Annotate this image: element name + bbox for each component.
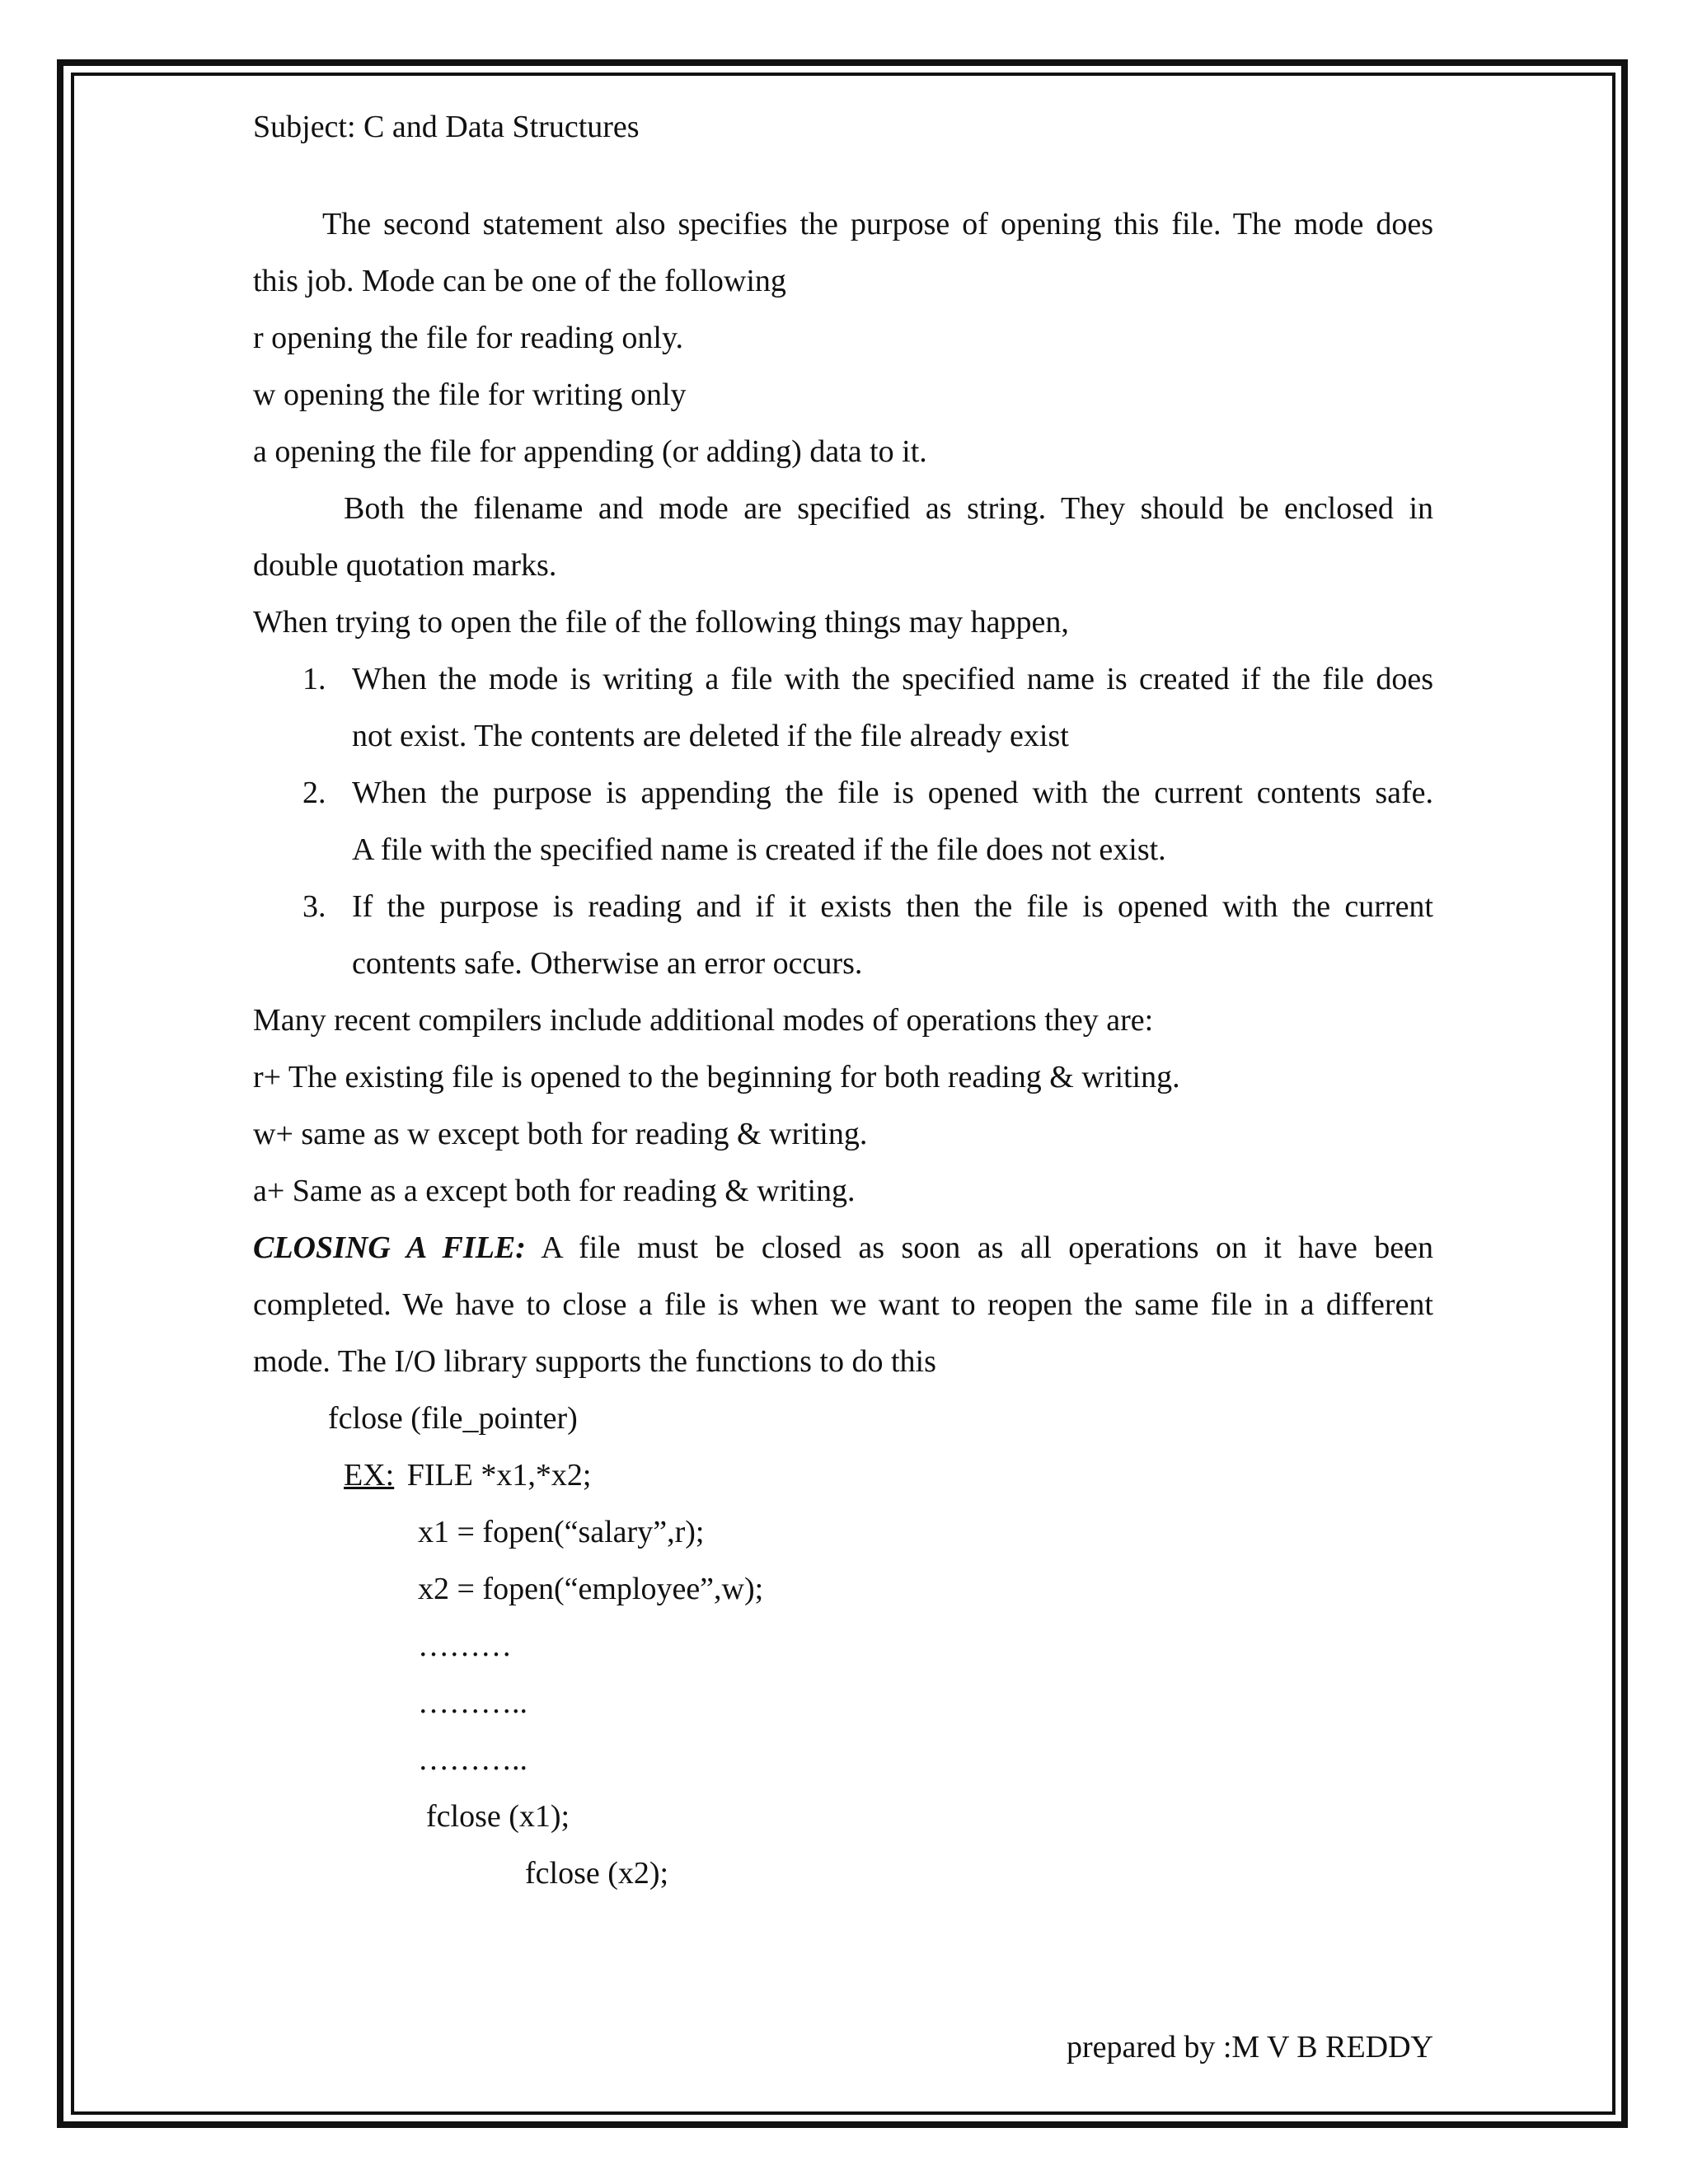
paragraph-open-happens: When trying to open the file of the following things may happen, xyxy=(253,605,1069,640)
paragraph-filename-line-2: double quotation marks. xyxy=(253,548,557,583)
list-item-number: 3. xyxy=(302,889,326,924)
closing-paragraph-line-3: mode. The I/O library supports the functions to do this xyxy=(253,1344,936,1379)
code-ellipsis: ……….. xyxy=(418,1742,528,1777)
prepared-by-footer: prepared by :M V B REDDY xyxy=(1066,2030,1433,2064)
code-example-line-1 xyxy=(344,1447,592,1504)
code-syntax-line: fclose (file_pointer) xyxy=(328,1401,578,1436)
list-item-number: 2. xyxy=(302,776,326,810)
list-item-number: 1. xyxy=(302,662,326,696)
paragraph-additional-modes: Many recent compilers include additional modes of operations they are: xyxy=(253,1003,1154,1038)
subject-header: Subject: C and Data Structures xyxy=(253,110,640,144)
mode-w-text: w opening the file for writing only xyxy=(253,377,687,412)
code-line: x2 = fopen(“employee”,w); xyxy=(418,1572,764,1606)
closing-paragraph-line-1 xyxy=(253,1220,1433,1277)
mode-wplus-text: w+ same as w except both for reading & writing. xyxy=(253,1117,868,1151)
code-ellipsis: ……….. xyxy=(418,1685,528,1720)
closing-heading: CLOSING A FILE: xyxy=(253,1230,526,1265)
paragraph-mode-intro-line-1: The second statement also specifies the purpose of opening this file. The mode does xyxy=(322,207,1433,241)
code-text: FILE *x1,*x2; xyxy=(406,1458,592,1493)
mode-rplus-text: r+ The existing file is opened to the beginning for both reading & writing. xyxy=(253,1060,1180,1094)
closing-line-1-text: A file must be closed as soon as all operations on it have been xyxy=(541,1230,1433,1265)
list-item-text-line-2: contents safe. Otherwise an error occurs. xyxy=(352,946,863,981)
code-line: fclose (x1); xyxy=(426,1799,570,1834)
list-item-text-line-1: When the purpose is appending the file is opened with the current contents safe. xyxy=(352,776,1433,810)
mode-r-text: r opening the file for reading only. xyxy=(253,321,683,355)
list-item-text-line-1: When the mode is writing a file with the specified name is created if the file does xyxy=(352,662,1433,696)
list-item-text-line-2: not exist. The contents are deleted if the file already exist xyxy=(352,719,1069,753)
closing-paragraph-line-2: completed. We have to close a file is when we want to reopen the same file in a different xyxy=(253,1287,1433,1322)
list-item-text-line-1: If the purpose is reading and if it exists then the file is opened with the current xyxy=(352,889,1433,924)
code-line: fclose (x2); xyxy=(525,1856,669,1891)
mode-a-text: a opening the file for appending (or adding) data to it. xyxy=(253,434,927,469)
code-line: x1 = fopen(“salary”,r); xyxy=(418,1515,705,1549)
code-ellipsis: ……… xyxy=(418,1629,512,1663)
mode-aplus-text: a+ Same as a except both for reading & writing. xyxy=(253,1174,856,1208)
example-label: EX: xyxy=(344,1458,395,1493)
paragraph-mode-intro-line-2: this job. Mode can be one of the following xyxy=(253,264,786,298)
list-item-text-line-2: A file with the specified name is created if the file does not exist. xyxy=(352,832,1166,867)
paragraph-filename-line-1: Both the filename and mode are specified as string. They should be enclosed in xyxy=(344,491,1433,526)
